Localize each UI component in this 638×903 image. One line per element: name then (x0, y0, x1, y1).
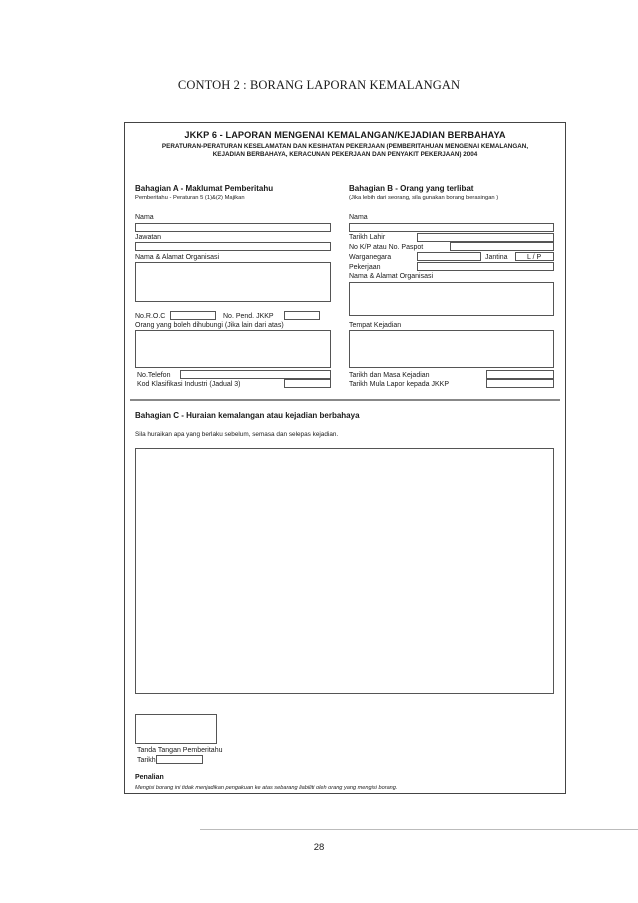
pend-jkkp-label: No. Pend. JKKP (223, 313, 274, 320)
orang-dihubungi-field[interactable] (135, 330, 331, 368)
tarikh-masa-label: Tarikh dan Masa Kejadian (349, 372, 430, 379)
a-nama-alamat-field[interactable] (135, 262, 331, 302)
sign-date-field[interactable] (156, 755, 203, 764)
tarikh-lahir-label: Tarikh Lahir (349, 234, 386, 241)
jantina-label: Jantina (485, 254, 508, 261)
b-nama-alamat-field[interactable] (349, 282, 554, 316)
pekerjaan-label: Pekerjaan (349, 264, 381, 271)
section-c-heading: Bahagian C - Huraian kemalangan atau kejadian berbahaya (135, 411, 360, 420)
b-nama-field[interactable] (349, 223, 554, 232)
signature-field[interactable] (135, 714, 217, 744)
a-nama-label: Nama (135, 214, 154, 221)
tarikh-lapor-label: Tarikh Mula Lapor kepada JKKP (349, 381, 449, 388)
kp-paspot-label: No K/P atau No. Paspot (349, 244, 424, 251)
a-nama-field[interactable] (135, 223, 331, 232)
penalty-text: Mengisi borang ini tidak menjadikan pengakuan ke atas sebarang liabiliti oleh orang yang mengisi borang. (135, 785, 398, 791)
b-nama-alamat-label: Nama & Alamat Organisasi (349, 273, 434, 280)
tempat-kejadian-label: Tempat Kejadian (349, 322, 402, 329)
roc-field[interactable] (170, 311, 216, 320)
kod-klasifikasi-label: Kod Klasifikasi Industri (Jadual 3) (137, 381, 241, 388)
tarikh-lahir-field[interactable] (417, 233, 554, 242)
kp-paspot-field[interactable] (450, 242, 554, 251)
tarikh-lapor-field[interactable] (486, 379, 554, 388)
section-a-heading: Bahagian A - Maklumat Pemberitahu (135, 184, 274, 193)
a-jawatan-label: Jawatan (135, 234, 162, 241)
incident-description-field[interactable] (135, 448, 554, 694)
section-divider (130, 399, 560, 401)
pekerjaan-field[interactable] (417, 262, 554, 271)
pend-jkkp-field[interactable] (284, 311, 320, 320)
b-nama-label: Nama (349, 214, 368, 221)
telefon-label: No.Telefon (137, 372, 171, 379)
signature-label: Tanda Tangan Pemberitahu (137, 747, 223, 754)
section-c-instruction: Sila huraikan apa yang berlaku sebelum, semasa dan selepas kejadian. (135, 431, 339, 438)
form-subtitle-line1: PERATURAN-PERATURAN KESELAMATAN DAN KESIHATAN PEKERJAAN (PEMBERITAHUAN MENGENAI KEMALANGAN, (161, 143, 529, 150)
penalty-heading: Penalian (135, 774, 164, 781)
a-nama-alamat-label: Nama & Alamat Organisasi (135, 254, 220, 261)
tarikh-masa-field[interactable] (486, 370, 554, 379)
a-jawatan-field[interactable] (135, 242, 331, 251)
jantina-options: L / P (527, 254, 542, 261)
warganegara-field[interactable] (417, 252, 481, 261)
section-b-heading: Bahagian B - Orang yang terlibat (349, 184, 474, 193)
section-a-note: Pemberitahu - Peraturan 5 (1)&(2) Majikan (135, 195, 245, 201)
section-b-note: (Jika lebih dari seorang, sila gunakan borang berasingan ) (349, 195, 499, 201)
warganegara-label: Warganegara (349, 254, 392, 261)
form-title: JKKP 6 - LAPORAN MENGENAI KEMALANGAN/KEJADIAN BERBAHAYA (184, 130, 506, 140)
tempat-kejadian-field[interactable] (349, 330, 554, 368)
telefon-field[interactable] (180, 370, 331, 379)
roc-label: No.R.O.C (135, 313, 166, 320)
document-caption: CONTOH 2 : BORANG LAPORAN KEMALANGAN (177, 78, 461, 92)
kod-klasifikasi-field[interactable] (284, 379, 331, 388)
form-subtitle-line2: KEJADIAN BERBAHAYA, KERACUNAN PEKERJAAN DAN PENYAKIT PEKERJAAN) 2004 (212, 151, 478, 158)
footer-rule (200, 829, 638, 830)
orang-dihubungi-label: Orang yang boleh dihubungi (Jika lain dari atas) (135, 322, 284, 329)
sign-date-label: Tarikh (137, 757, 156, 764)
page-number: 28 (313, 842, 325, 853)
